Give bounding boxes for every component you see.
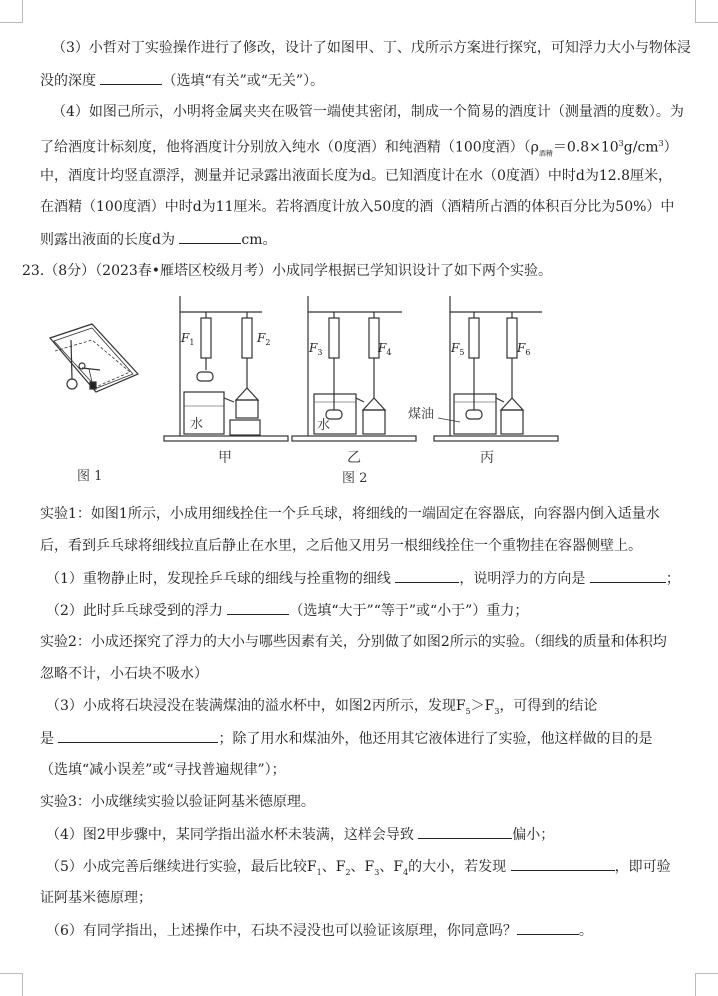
text-line: 没的深度 （选填“有关”或“无关”）。 [40, 70, 682, 91]
text-line: 实验3：小成继续实验以验证阿基米德原理。 [40, 794, 315, 810]
answer-blank[interactable] [511, 856, 615, 871]
text-line: 则露出液面的长度d为 cm。 [40, 229, 682, 250]
water-label: 水 [317, 418, 331, 433]
force-label: $F_2$ [257, 331, 271, 347]
text-line: （3）小哲对丁实验操作进行了修改，设计了如图甲、丁、戊所示方案进行探究，可知浮力大小与物体浸 [52, 40, 691, 56]
text-line: （6）有同学指出，上述操作中，石块不浸没也可以验证该原理，你同意吗？ 。 [46, 920, 682, 941]
text-line: 了给酒度计标刻度，他将酒度计分别放入纯水（0度酒）和纯酒精（100度酒）$(\rho_{酒精}=0.8\times 10^3g/cm^3)$ [40, 139, 678, 158]
text-line: 中，酒度计均竖直漂浮，测量并记录露出液面长度为d。已知酒度计在水（0度酒）中时d为12.8厘米， [40, 168, 673, 184]
text-line: （2）此时乒乓球受到的浮力 （选填“大于”“等于”或“小于”）重力； [46, 600, 682, 621]
text-line: （5）小成完善后继续进行实验，最后比较$F_1$、$F_2$、$F_3$、$F_4$的大小，若发现 ，即可验 [46, 856, 682, 883]
setup-jia [164, 296, 288, 441]
setup-bing [434, 296, 558, 441]
sub-caption-yi: 乙 [347, 450, 361, 466]
text-line: 在酒精（100度酒）中时d为11厘米。若将酒度计放入50度的酒（酒精所占酒的体积百分比为50%）中 [40, 199, 675, 215]
force-label: $F_4$ [378, 341, 392, 357]
sub-caption-jia: 甲 [218, 450, 232, 466]
fig1-caption: 图 1 [77, 469, 103, 484]
text-line: （选填“减小误差”或“寻找普遍规律”）； [40, 762, 286, 778]
answer-blank[interactable] [418, 824, 512, 839]
water-label: 水 [190, 417, 204, 432]
text-line: （4）图2甲步骤中，某同学指出溢水杯未装满，这样会导致 偏小； [46, 824, 682, 845]
force-label: $F_6$ [517, 341, 531, 357]
force-label: $F_5$ [451, 341, 465, 357]
answer-blank[interactable] [179, 229, 241, 244]
answer-blank[interactable] [58, 728, 218, 743]
fig2-caption: 图 2 [342, 471, 368, 486]
sub-caption-bing: 丙 [480, 450, 494, 466]
figure-1 [50, 324, 138, 392]
answer-blank[interactable] [517, 920, 579, 935]
force-label: $F_1$ [181, 331, 195, 347]
text-line: 忽略不计，小石块不吸水） [40, 666, 208, 682]
text-line: （3）小成将石块浸没在装满煤油的溢水杯中，如图2丙所示，发现$F_5>F_3$，可得到的结论 [46, 698, 598, 716]
answer-blank[interactable] [100, 70, 162, 85]
crop-mark-top-left [0, 0, 23, 23]
force-label: $F_3$ [309, 341, 323, 357]
text-line: （1）重物静止时，发现拴乒乓球的细线与拴重物的细线 ，说明浮力的方向是 ； [46, 568, 682, 589]
setup-yi [292, 296, 416, 441]
text-line: 后，看到乒乓球将细线拉直后静止在水里，之后他又用另一根细线拴住一个重物挂在容器侧壁上。 [40, 538, 642, 554]
text-line: 实验1：如图1所示，小成用细线拴住一个乒乓球，将细线的一端固定在容器底，向容器内倒入适量水 [40, 506, 660, 522]
kerosene-label: 煤油 [408, 407, 435, 422]
crop-mark-bottom-left [0, 973, 23, 996]
experiment-figure [30, 288, 670, 488]
crop-mark-top-right [695, 0, 718, 23]
text-line: 证阿基米德原理； [40, 890, 152, 906]
text-line: （4）如图己所示，小明将金属夹夹在吸管一端使其密闭，制成一个简易的酒度计（测量酒的度数）。为 [52, 104, 684, 120]
answer-blank[interactable] [395, 568, 459, 583]
answer-blank[interactable] [590, 568, 666, 583]
answer-blank[interactable] [227, 600, 289, 615]
text-line: 是 ；除了用水和煤油外，他还用其它液体进行了实验，他这样做的目的是 [40, 728, 682, 749]
crop-mark-bottom-right [695, 973, 718, 996]
question-23-heading: 23.（8分）（2023春•雁塔区校级月考）小成同学根据已学知识设计了如下两个实验。 [22, 263, 553, 279]
text-line: 实验2：小成还探究了浮力的大小与哪些因素有关，分别做了如图2所示的实验。（细线的质量和体积均 [40, 634, 667, 650]
